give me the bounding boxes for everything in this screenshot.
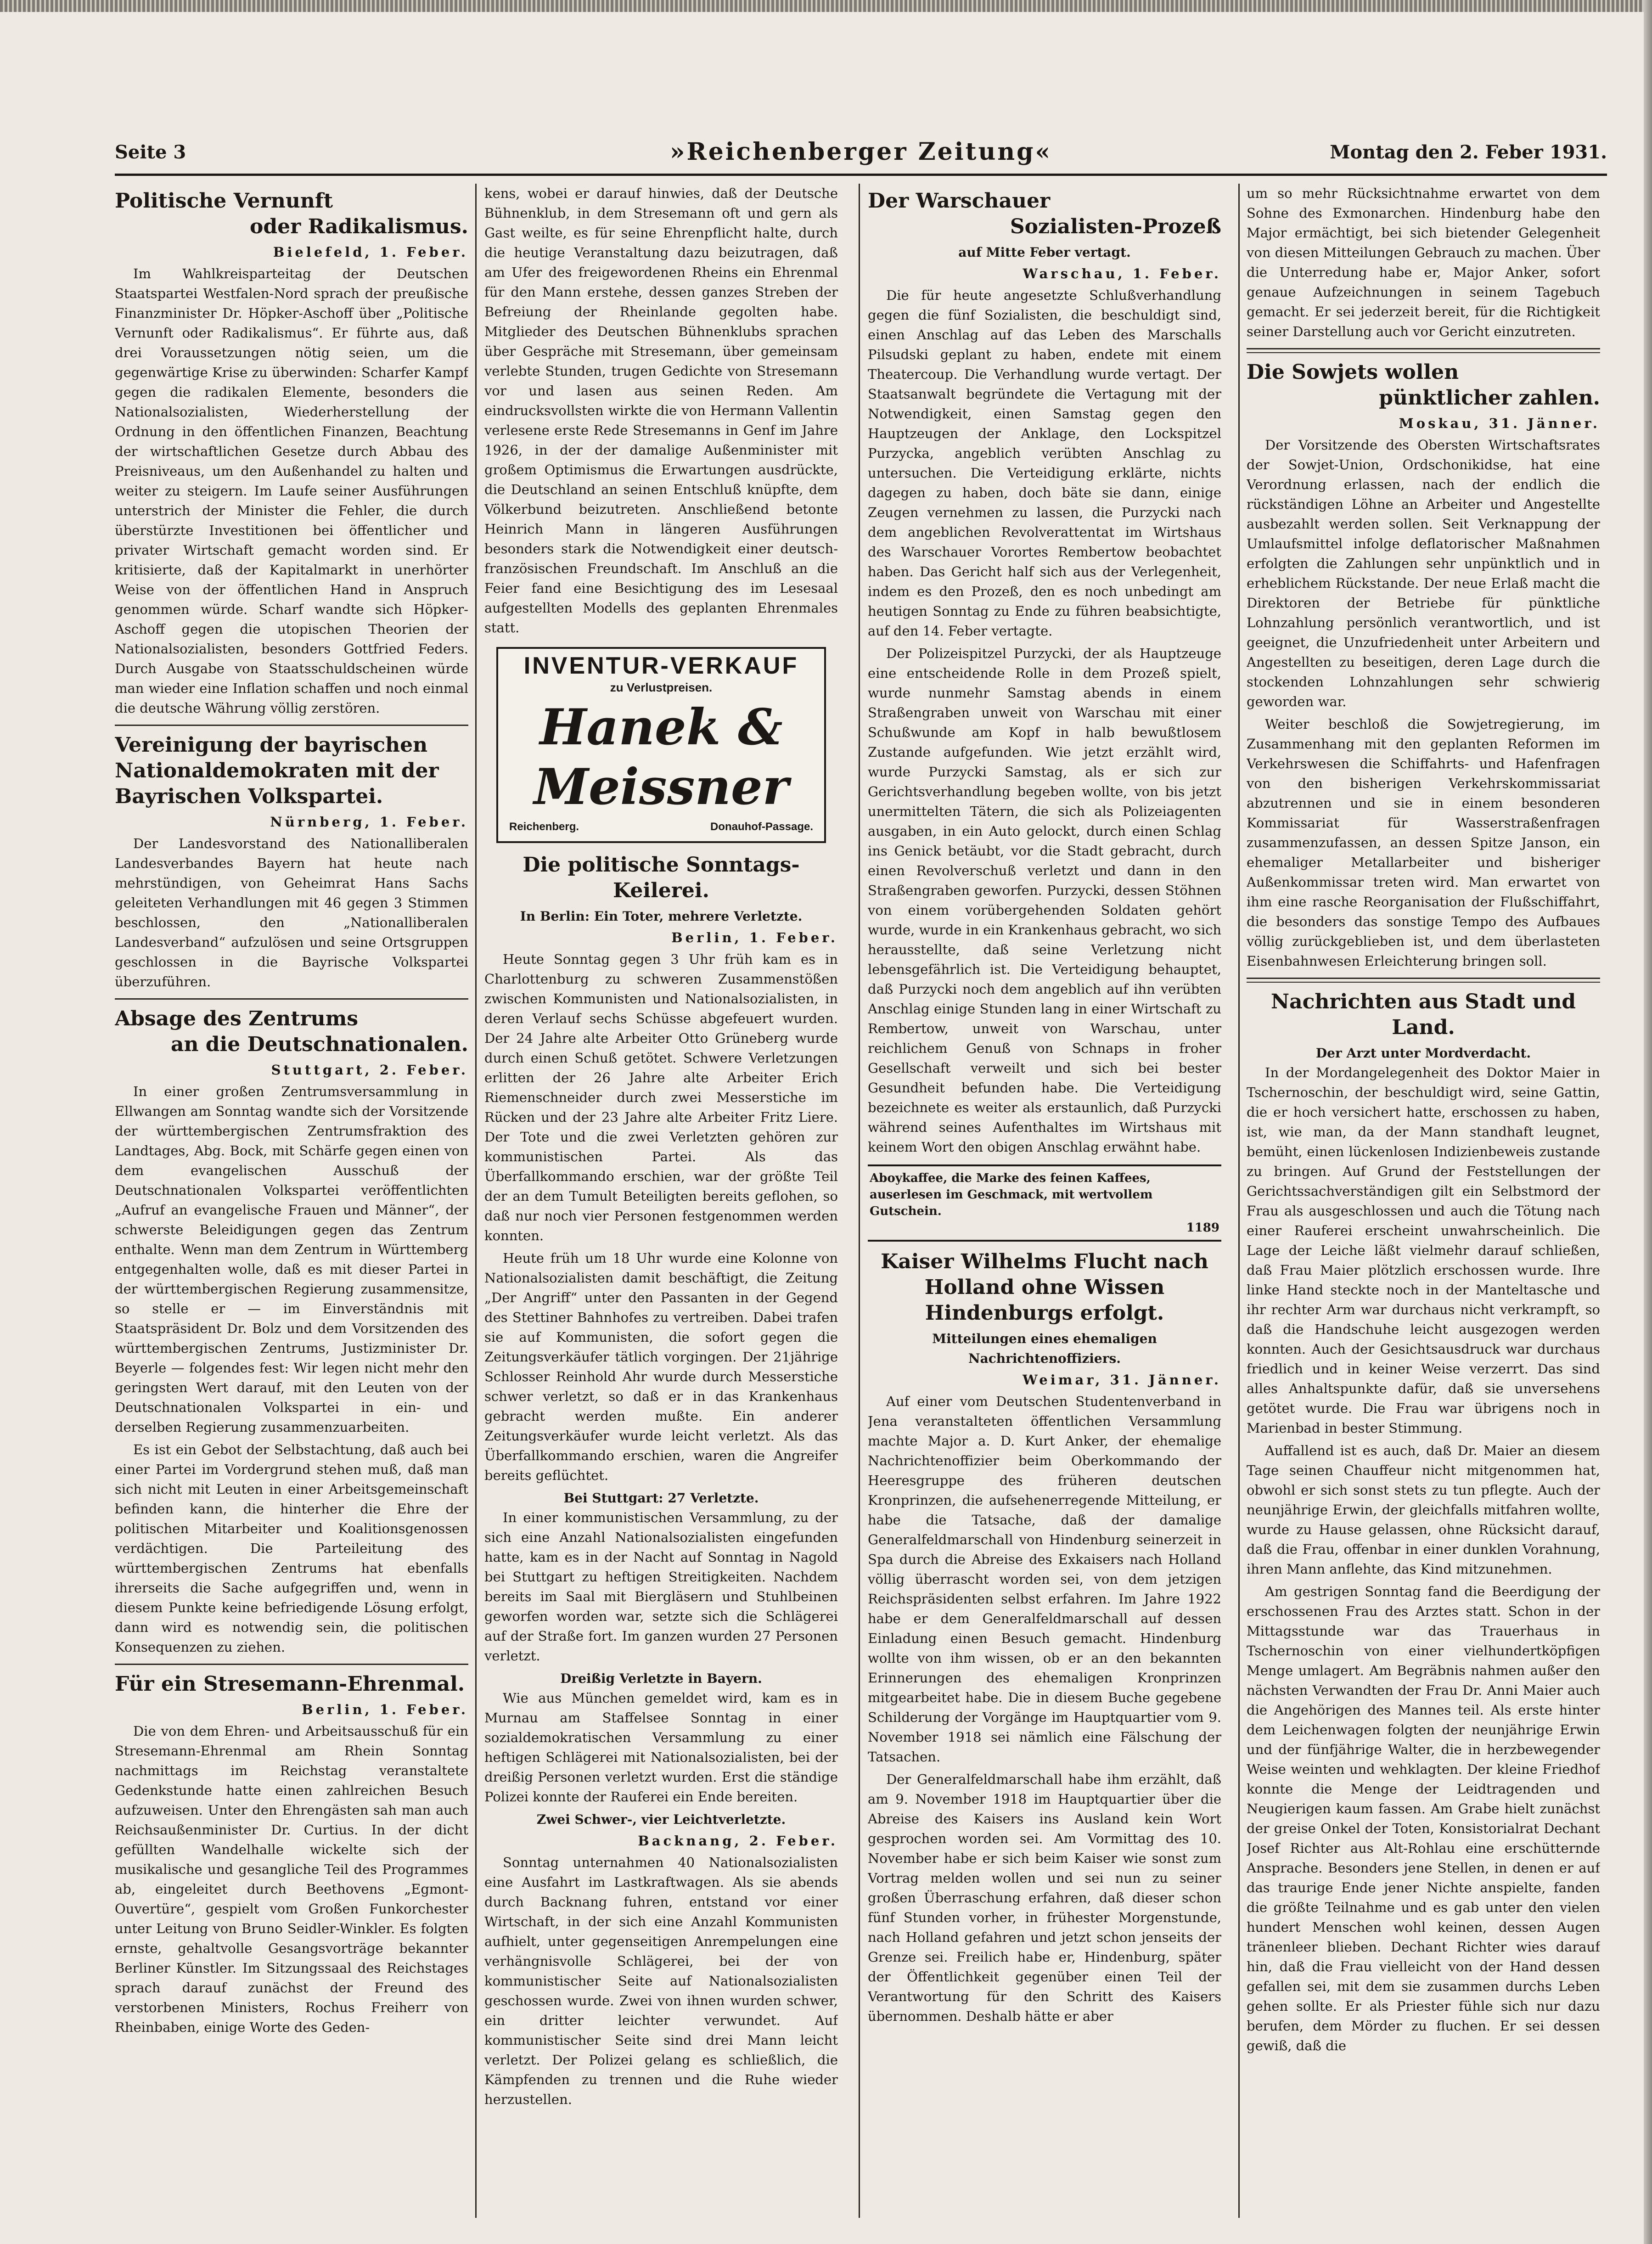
article-separator: [115, 1664, 468, 1665]
headline-line: Absage des Zentrums: [115, 1007, 359, 1030]
article-body: Der Landesvorstand des Nationalliberalen Landesverbandes Bayern hat heute nach mehrstündigen, von Geheimrat Hans Sachs geleiteten Verhandlungen mit 46 gegen 3 Stimmen beschlossen, den „Nationalliberalen Landesverband“ aufzulösen und seine Ortsgruppen geschlossen in die Bayrische Volkspartei überzuführen.: [115, 836, 468, 990]
dateline: Bielefeld, 1. Feber.: [273, 244, 468, 260]
column-divider: [1238, 184, 1240, 2218]
article-subheading: In Berlin: Ein Toter, mehrere Verletzte.: [520, 909, 803, 924]
article-headline: [1247, 360, 1600, 411]
ad-city: Reichenberg.: [509, 821, 579, 833]
dateline: Moskau, 31. Jänner.: [1399, 416, 1600, 431]
article-body: Auf einer vom Deutschen Studentenverband in Jena veranstalteten öffentlichen Versammlung machte Major a. D. Kurt Anker, der ehemalige Nachrichtenoffizier beim Oberkommando der Heeresgruppe des früheren deutschen Kronprinzen, die aufsehenerregende Mitteilung, er habe die Tatsache, daß der damalige Generalfeldmarschall von Hindenburg seinerzeit in Spa durch die Abreise des Exkaisers nach Holland völlig überrascht worden sei, von dem jetzigen Reichspräsidenten selbst erfahren. Im Jahre 1922 habe er dem Generalfeldmarschall auf dessen Einladung einen Besuch gemacht. Hindenburg wollte von ihm wissen, ob er an den bekannten Erinnerungen des ehemaligen Kronprinzen mitgearbeitet habe. Die in diesem Buche gegebene Schilderung der Vorgänge im Hauptquartier vom 9. November 1918 sei nämlich eine Fälschung der Tatsachen.: [868, 1394, 1221, 1765]
advertisement-coffee: [868, 1164, 1221, 1242]
article-subheading: Bei Stuttgart: 27 Verletzte.: [563, 1490, 759, 1506]
article-body: In einer kommunistischen Versammlung, zu der sich eine Anzahl Nationalsozialisten eingefunden hatte, kam es in der Nacht auf Sonntag in Nagold bei Stuttgart zu heftigen Streitigkeiten. Nachdem bereits im Saal mit Biergläsern und Stuhlbeinen geworfen worden war, setzte sich die Schlägerei auf der Straße fort. Im ganzen wurden 27 Personen verletzt.: [484, 1510, 838, 1664]
article-body: Am gestrigen Sonntag fand die Beerdigung der erschossenen Frau des Arztes statt. Schon in der Mittagsstunde war das Trauerhaus in Tschernoschin von einer vielhundertköpfigen Menge umlagert. Am Begräbnis nahmen außer den nächsten Verwandten der Frau Dr. Anni Maier auch die Angehörigen des Mannes teil. Als erste hinter dem Leichenwagen folgten der neunjährige Erwin und der fünfjährige Walter, die in herzbewegender Weise weinten und wehklagten. Der kleine Friedhof konnte die Menge der Leidtragenden und Neugierigen kaum fassen. Am Grabe hielt zunächst der greise Onkel der Toten, Konsistorialrat Dechant Josef Richter aus Alt-Rohlau eine erschütternde Ansprache. Besonders jene Stellen, in denen er auf das traurige Ende jener Nichte anspielte, fanden die größte Teilnahme und es gab unter den vielen hundert Menschen wohl keinen, dessen Augen tränenleer blieben. Dechant Richter wies darauf hin, daß die Frau vielleicht von der Hand dessen gefallen sei, mit dem sie zusammen durchs Leben gehen sollte. Er als Priester fühle sich nur dazu berufen, dem Mörder zu fluchen. Er sei dessen gewiß, daß die: [1247, 1584, 1600, 2053]
issue-date: Montag den 2. Feber 1931.: [1330, 141, 1607, 163]
article-body: Der Vorsitzende des Obersten Wirtschaftsrates der Sowjet-Union, Ordschonikidse, hat eine Verordnung erlassen, nach der endlich die rückständigen Löhne an Arbeiter und Angestellte ausbezahlt werden sollen. Seit Verknappung der Umlaufsmittel infolge deflatorischer Maßnahmen erfolgten die Zahlungen sehr unpünktlich und in erheblichem Rückstande. Der neue Erlaß macht die Direktoren der Betriebe für pünktliche Lohnzahlung persönlich verantwortlich, und ist geeignet, die Unzufriedenheit unter Arbeitern und Angestellten zu beseitigen, deren Lage durch die stockenden Lohnzahlungen sehr schwierig geworden war.: [1247, 437, 1600, 709]
article-headline: Kaiser Wilhelms Flucht nach Holland ohne Wissen Hindenburgs erfolgt.: [881, 1250, 1208, 1325]
headline-line: oder Radikalismus.: [249, 215, 468, 238]
article-body: Sonntag unternahmen 40 Nationalsozialisten eine Ausfahrt im Lastkraftwagen. Als sie abends durch Backnang fuhren, entstand vor einer Wirtschaft, in der sich eine Anzahl Kommunisten aufhielt, unter gegenseitigen Anrempelungen eine verhängnisvolle Schlägerei, bei der von kommunistischer Seite auf Nationalsozialisten geschossen wurde. Zwei von ihnen wurden schwer, ein dritter leichter verwundet. Auf kommunistischer Seite sind drei Mann leicht verletzt. Der Polizei gelang es schließlich, die Kämpfenden zu trennen und die Ruhe wieder herzustellen.: [484, 1855, 838, 2107]
article-headline: Vereinigung der bayrischen Nationaldemokraten mit der Bayrischen Volkspartei.: [115, 733, 439, 808]
ad-location: Donauhof-Passage.: [710, 821, 813, 833]
ad-headline: INVENTUR-VERKAUF: [523, 652, 799, 679]
article-body: In einer großen Zentrumsversammlung in Ellwangen am Sonntag wandte sich der Vorsitzende der württembergischen Zentrumsfraktion des Landtages, Abg. Bock, mit Schärfe gegen einen von dem evangelischen Ausschuß der Deutschnationalen Volkspartei veröffentlichten „Aufruf an evangelische Frauen und Männer“, der schwerste Beleidigungen gegen das Zentrum enthalte. Wenn man dem Zentrum in Württemberg entgegenhalten wolle, daß es mit dieser Partei in der württembergischen Regierung zusammensitze, so stelle er — im Einverständnis mit Staatspräsident Dr. Bolz und dem Vorsitzenden des württembergischen Zentrums, Justizminister Dr. Beyerle — folgendes fest: Wir legen nicht mehr den geringsten Wert darauf, mit den Leuten von der Deutschnationalen Volkspartei in ein- und derselben Regierung zusammenzuarbeiten.: [115, 1084, 468, 1435]
article-separator: [115, 725, 468, 726]
article-separator: [1247, 348, 1600, 353]
article-subheading: auf Mitte Feber vertagt.: [958, 245, 1131, 260]
article-body: um so mehr Rücksichtnahme erwartet von dem Sohne des Exmonarchen. Hindenburg habe den Major ermächtigt, bei sich bietender Gelegenheit von diesen Mitteilungen Gebrauch zu machen. Über die Unterredung habe er, Major Anker, sofort genaue Aufzeichnungen in seinem Tagebuch gemacht. Er sei jederzeit bereit, für die Richtigkeit seiner Darstellung auch vor Gericht einzutreten.: [1247, 186, 1600, 339]
ad-text: Aboykaffee, die Marke des feinen Kaffees, auserlesen im Geschmack, mit wertvollem Gutschein.: [870, 1171, 1153, 1218]
article-separator: [115, 998, 468, 1000]
article-headline: [868, 188, 1221, 240]
ad-number: 1189: [1186, 1221, 1219, 1235]
article-body: Im Wahlkreisparteitag der Deutschen Staatspartei Westfalen-Nord sprach der preußische Finanzminister Dr. Höpker-Aschoff über „Politische Vernunft oder Radikalismus“. Er führte aus, daß drei Voraussetzungen nötig seien, um die gegenwärtige Krise zu überwinden: Scharfer Kampf gegen die radikalen Elemente, besonders die Nationalsozialisten, Wiederherstellung der Ordnung in den öffentlichen Finanzen, Beachtung der wirtschaftlichen Gesetze durch Abbau des Preisniveaus, um den Außenhandel zu halten und weiter zu steigern. Im Laufe seiner Ausführungen unterstrich der Minister die Fehler, die durch überstürzte Investitionen bei öffentlicher und privater Wirtschaft gemacht worden sind. Er kritisierte, daß der Kapitalmarkt in unerhörter Weise von der öffentlichen Hand in Anspruch genommen würde. Scharf wandte sich Höpker-Aschoff gegen die utopischen Theorien der Nationalsozialisten, besonders Gottfried Feders. Durch Ausgabe von Staatsschuldscheinen würde man wieder eine Inflation schaffen und noch einmal die deutsche Währung völlig zerstören.: [115, 266, 468, 716]
advertisement-inventur: [496, 647, 826, 843]
article-body: Der Polizeispitzel Purzycki, der als Hauptzeuge eine entscheidende Rolle in dem Prozeß spielt, wurde nunmehr Samstag abends in einem Straßengraben unweit von Warschau mit einer Schußwunde am Kopf in halb bewußtlosem Zustande aufgefunden. Wie jetzt erzählt wird, wurde Purzycki Samstag, als er sich zur Gerichtsverhandlung begeben wollte, von bis jetzt unermittelten Tätern, die sich als Polizeiagenten ausgaben, in ein Auto gelockt, durch einen Schlag ins Genick betäubt, vor die Stadt gebracht, durch einen Revolverschuß verletzt und dann in den Straßengraben geworfen. Purzycki, dessen Stöhnen von einem vorübergehenden Soldaten gehört wurde, wurde in ein Krankenhaus gebracht, wo sich herausstellte, daß seine Verletzung nicht lebensgefährlich ist. Die Verteidigung behauptet, daß Purzycki noch dem angeblich auf ihn verübten Anschlag einige Stunden lang in einer Wirtschaft zu Rembertow, unweit von Warschau, unter reichlichem Genuß von Schnaps in froher Gesellschaft verweilt und sich bei bester Gesundheit befunden habe. Die Verteidigung bezeichnete es weiter als erstaunlich, daß Purzycki während seines Aufenthaltes im Wirtshaus mit keinem Wort den obigen Anschlag erwähnt habe.: [868, 646, 1221, 1155]
headline-line: an die Deutschnationalen.: [170, 1033, 468, 1056]
article-subheading: Der Arzt unter Mordverdacht.: [1315, 1046, 1531, 1061]
page-header: [115, 138, 1607, 170]
column-divider: [475, 184, 477, 2218]
article-body: kens, wobei er darauf hinwies, daß der Deutsche Bühnenklub, in dem Stresemann oft und gern als Gast weilte, es für seine Ehrenpflicht halte, durch die heutige Veranstaltung dazu beizutragen, daß am Ufer des freigewordenen Rheins ein Ehrenmal für den Mann erstehe, dessen ganzes Streben der Befreiung der Rheinlande gegolten habe. Mitglieder des Deutschen Bühnenklubs sprachen über Gespräche mit Stresemann, über gemeinsam verlebte Stunden, trugen Gedichte von Stresemann vor und lasen aus seinen Reden. Am eindrucksvollsten wirkte die von Hermann Vallentin verlesene erste Rede Stresemanns in Genf im Jahre 1926, in der der damalige Außenminister mit großem Optimismus die Erwartungen ausdrückte, die Deutschland an seinen Entschluß knüpfte, dem Völkerbund beizutreten. Anschließend betonte Heinrich Mann in längeren Ausführungen besonders stark die Notwendigkeit einer deutsch-französischen Freundschaft. Im Anschluß an die Feier fand eine Besichtigung des im Lesesaal aufgestellten Modells des geplanten Ehrenmales statt.: [484, 186, 838, 636]
column-2: [484, 184, 838, 2222]
dateline: Warschau, 1. Feber.: [1023, 266, 1221, 281]
ad-company-logo: Hanek & Meissner: [534, 698, 789, 816]
column-divider: [859, 184, 860, 2218]
article-headline: Für ein Stresemann-Ehrenmal.: [115, 1672, 465, 1696]
article-body: Wie aus München gemeldet wird, kam es in Murnau am Staffelsee Sonntag in einer sozialdemokratischen Versammlung zu einer heftigen Schlägerei mit Nationalsozialisten, bei der dreißig Personen verletzt wurden. Erst die ständige Polizei konnte der Rauferei ein Ende bereiten.: [484, 1690, 838, 1805]
headline-line: Politische Vernunft: [115, 189, 333, 213]
article-headline: [115, 1006, 468, 1057]
article-body: Die für heute angesetzte Schlußverhandlung gegen die fünf Sozialisten, die beschuldigt sind, einen Anschlag auf das Leben des Marschalls Pilsudski geplant zu haben, endete mit einem Theatercoup. Die Verhandlung wurde vertagt. Der Staatsanwalt begründete die Vertagung mit der Notwendigkeit, einen Samstag gegen den Hauptzeugen der Anklage, den Lockspitzel Purzycka, angeblich verübten Anschlag zu untersuchen. Die Verteidigung erklärte, nichts dagegen zu haben, doch bäte sie dann, einige Zeugen vernehmen zu lassen, die Purzycki nach dem angeblichen Revolverattentat im Wirtshaus des Warschauer Vorortes Rembertow beobachtet haben. Das Gericht half sich aus der Verlegenheit, indem es den Prozeß, den es noch unbedingt am heutigen Sonntag zu Ende zu führen beabsichtigte, auf den 14. Feber vertagte.: [868, 287, 1221, 639]
article-body: Auffallend ist es auch, daß Dr. Maier an diesem Tage seinen Chauffeur nicht mitgenommen hat, obwohl er sich sonst stets zu tun pflegte. Auch der neunjährige Erwin, der gleichfalls mitfahren wollte, wurde zu Hause gelassen, ohne Rücksicht darauf, daß die Frau, offenbar in einer dunklen Vorahnung, ihren Mann anflehte, das Kind mitzunehmen.: [1247, 1443, 1600, 1577]
dateline: Stuttgart, 2. Feber.: [271, 1062, 468, 1078]
header-rule: [115, 174, 1607, 176]
newspaper-title: »Reichenberger Zeitung«: [670, 138, 1052, 166]
section-headline: Nachrichten aus Stadt und Land.: [1270, 990, 1576, 1039]
article-subheading: Dreißig Verletzte in Bayern.: [560, 1671, 762, 1686]
article-body: Weiter beschloß die Sowjetregierung, im Zusammenhang mit den geplanten Reformen im Verkehrswesen die Schiffahrts- und Hafenfragen von den bisherigen Verkehrskommissariat abzutrennen und sie in einem besonderen Kommissariat für Wasserstraßenfragen zusammenzufassen, an dessen Spitze Janson, ein ehemaliger Metallarbeiter und bisheriger Außenkommissar treten wird. Man erwartet von ihm eine rasche Reorganisation der Flußschiffahrt, die besonders das sonstige Tempo des Aufbaues völlig zurückgeblieben ist, und dem überlasteten Eisenbahnwesen Erleichterung bringen soll.: [1247, 716, 1600, 969]
article-body: Die von dem Ehren- und Arbeitsausschuß für ein Stresemann-Ehrenmal am Rhein Sonntag nachmittags im Reichstag veranstaltete Gedenkstunde hatte einen zahlreichen Besuch aufzuweisen. Unter den Ehrengästen sah man auch Reichsaußenminister Dr. Curtius. In der dicht gefüllten Wandelhalle wickelte sich der musikalische und gesangliche Teil des Programmes ab, eingeleitet durch Beethovens „Egmont-Ouvertüre“, gespielt vom Großen Funkorchester unter Leitung von Bruno Seidler-Winkler. Es folgten ernste, gehaltvolle Gesangsvorträge bekannter Berliner Künstler. Im Sitzungssaal des Reichstages sprach darauf zunächst der Freund des verstorbenen Ministers, Rochus Freiherr von Rheinbaben, einige Worte des Geden-: [115, 1723, 468, 2035]
dateline: Nürnberg, 1. Feber.: [270, 814, 468, 830]
dateline: Backnang, 2. Feber.: [638, 1833, 838, 1849]
dateline: Berlin, 1. Feber.: [302, 1702, 468, 1717]
headline-line: Die Sowjets wollen: [1247, 360, 1459, 384]
headline-line: pünktlicher zahlen.: [1379, 386, 1600, 410]
headline-line: Sozialisten-Prozeß: [1010, 215, 1221, 238]
headline-line: Der Warschauer: [868, 189, 1051, 213]
ad-subline: zu Verlustpreisen.: [610, 681, 713, 694]
article-body: Der Generalfeldmarschall habe ihm erzählt, daß am 9. November 1918 im Hauptquartier über die Abreise des Kaisers ins Ausland kein Wort gesprochen worden sei. Am Vormittag des 10. November habe er sich beim Kaiser wie sonst zum Vortrag melden wollen und sei nun zu seiner großen Überraschung erfahren, daß dieser schon fünf Stunden vorher, in frühester Morgenstunde, nach Holland gefahren und jetzt schon jenseits der Grenze sei. Freilich habe er, Hindenburg, später der Öffentlichkeit gegenüber einen Teil der Verantwortung für den Schritt des Kaisers übernommen. Deshalb hätte er aber: [868, 1772, 1221, 2024]
article-body: Heute früh um 18 Uhr wurde eine Kolonne von Nationalsozialisten damit beschäftigt, die Zeitung „Der Angriff“ unter den Passanten in der Gegend des Stettiner Bahnhofes zu vertreiben. Dabei trafen sie auf Kommunisten, die sofort gegen die Zeitungsverkäufer tätlich vorgingen. Der 21jährige Schlosser Reinhold Ahr wurde durch Messerstiche schwer verletzt, so daß er in das Krankenhaus gebracht werden mußte. Ein anderer Zeitungsverkäufer wurde leicht verletzt. Als das Überfallkommando erschien, waren die Angreifer bereits geflüchtet.: [484, 1250, 838, 1483]
top-scan-edge: [0, 0, 1652, 12]
dateline: Berlin, 1. Feber.: [671, 930, 838, 945]
article-body: In der Mordangelegenheit des Doktor Maier in Tschernoschin, der beschuldigt wird, seine Gattin, die er hoch versichert hatte, erschossen zu haben, ist, wie man, da der Mann standhaft leugnet, bemüht, einen lückenlosen Indizienbeweis zustande zu bringen. Auf Grund der Feststellungen der Gerichtssachverständigen gilt ein Selbstmord der Frau als ausgeschlossen und auch die Tötung nach einer Rauferei erscheint unwahrscheinlich. Die Lage der Leiche läßt vielmehr darauf schließen, daß Frau Maier plötzlich erschossen wurde. Ihre linke Hand steckte noch in der Manteltasche und ihr rechter Arm war durchaus nicht verkrampft, so daß die Handschuhe leicht ausgezogen werden konnten. Auch der Gesichtsausdruck war durchaus friedlich und in keiner Weise verzerrt. Das sind alles Anhaltspunkte dafür, daß sie unversehens getötet wurde. Die Frau war übrigens noch in Marienbad in bester Stimmung.: [1247, 1065, 1600, 1436]
article-body: Es ist ein Gebot der Selbstachtung, daß auch bei einer Partei im Vordergrund stehen muß, daß man sich nicht mit Leuten in einer Arbeitsgemeinschaft befinden kann, die hinterher die Ehre der politischen Mitarbeiter und Koalitionsgenossen verdächtigen. Die Parteileitung des württembergischen Zentrums hat ebenfalls ihrerseits die Sache aufgegriffen und, wenn in diesem Punkte keine befriedigende Lösung erfolgt, dann wird es notwendig sein, die politischen Konsequenzen zu ziehen.: [115, 1442, 468, 1655]
article-separator: [1247, 978, 1600, 983]
article-headline: Die politische Sonntags-Keilerei.: [523, 853, 800, 902]
right-scan-edge: [1644, 0, 1652, 2244]
article-body: Heute Sonntag gegen 3 Uhr früh kam es in Charlottenburg zu schweren Zusammenstößen zwischen Kommunisten und Nationalsozialisten, in deren Verlauf sechs Schüsse abgefeuert wurden. Der 24 Jahre alte Arbeiter Otto Grüneberg wurde durch einen Schuß getötet. Schwere Verletzungen erlitten der 26 Jahre alte Arbeiter Erich Riemenschneider durch zwei Messerstiche im Rücken und der 23 Jahre alte Arbeiter Fritz Liere. Der Tote und die zwei Verletzten gehören zur kommunistischen Partei. Als das Überfallkommando erschien, war der größte Teil der an dem Tumult Beteiligten bereits geflohen, so daß nur noch vier Personen festgenommen werden konnten.: [484, 951, 838, 1243]
page-number: Seite 3: [115, 141, 186, 163]
article-subheading: Mitteilungen eines ehemaligen Nachrichtenoffiziers.: [932, 1331, 1157, 1366]
article-headline: [115, 188, 468, 240]
column-1: [115, 184, 468, 2222]
ad-footer: [503, 817, 820, 837]
column-4: [1247, 184, 1600, 2222]
column-3: [868, 184, 1221, 2222]
dateline: Weimar, 31. Jänner.: [1023, 1372, 1221, 1388]
article-subheading: Zwei Schwer-, vier Leichtverletzte.: [536, 1812, 786, 1827]
